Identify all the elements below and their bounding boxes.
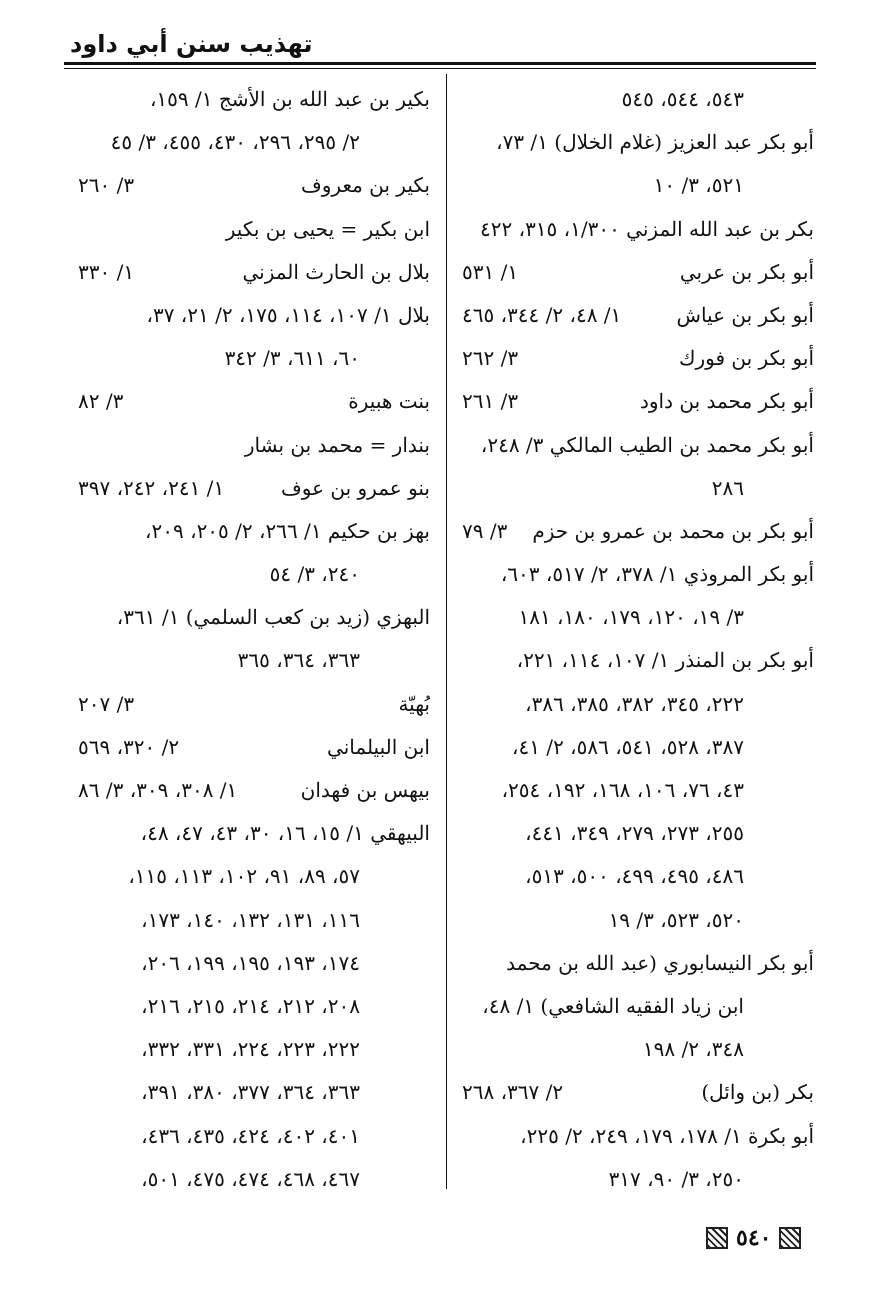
- entry-references: ٣/ ٢٠٧: [78, 691, 135, 716]
- index-line: أبو بكرة ١/ ١٧٨، ١٧٩، ٢٤٩، ٢/ ٢٢٥،: [520, 1123, 814, 1148]
- entry-name: بُهيّة: [398, 691, 430, 716]
- index-line: [462, 251, 814, 294]
- index-line: ٤٠١، ٤٠٢، ٤٢٤، ٤٣٥، ٤٣٦،: [141, 1123, 360, 1148]
- index-line: ٢٠٨، ٢١٢، ٢١٤، ٢١٥، ٢١٦،: [141, 993, 360, 1018]
- index-line: أبو بكر المروذي ١/ ٣٧٨، ٢/ ٥١٧، ٦٠٣،: [500, 562, 814, 587]
- index-line: ٢٢٢، ٢٢٣، ٢٢٤، ٣٣١، ٣٣٢،: [141, 1037, 360, 1062]
- index-line: ٤٨٦، ٤٩٥، ٤٩٩، ٥٠٠، ٥١٣،: [525, 864, 744, 889]
- header-rule-thin: [64, 68, 816, 69]
- index-line: ٢٢٢، ٣٤٥، ٣٨٢، ٣٨٥، ٣٨٦،: [525, 691, 744, 716]
- index-line: بلال ١/ ١٠٧، ١١٤، ١٧٥، ٢/ ٢١، ٣٧،: [146, 302, 430, 327]
- index-line: [78, 683, 430, 726]
- page-footer: [706, 1222, 816, 1254]
- entry-references: ١/ ٢٤١، ٢٤٢، ٣٩٧: [78, 475, 225, 500]
- index-line: ٢٤٠، ٣/ ٥٤: [269, 562, 360, 587]
- entry-references: ٣/ ٢٦٢: [462, 346, 519, 371]
- page-header-title: تهذيب سنن أبي داود: [70, 30, 313, 58]
- index-line: بهز بن حكيم ١/ ٢٦٦، ٢/ ٢٠٥، ٢٠٩،: [145, 518, 430, 543]
- index-line: ٤٦٧، ٤٦٨، ٤٧٤، ٤٧٥، ٥٠١،: [141, 1166, 360, 1191]
- index-line: ٣٦٣، ٣٦٤، ٣٦٥: [237, 648, 360, 673]
- index-line: ٥٢٠، ٥٢٣، ٣/ ١٩: [608, 907, 744, 932]
- index-line: أبو بكر عبد العزيز (غلام الخلال) ١/ ٧٣،: [496, 130, 814, 155]
- index-line: أبو بكر بن المنذر ١/ ١٠٧، ١١٤، ٢٢١،: [516, 648, 814, 673]
- index-line: بكير بن عبد الله بن الأشج ١/ ١٥٩،: [149, 87, 430, 111]
- entry-references: ١/ ٥٣١: [462, 259, 519, 284]
- entry-name: أبو بكر بن محمد بن عمرو بن حزم: [532, 518, 814, 543]
- index-line: ٣٨٧، ٥٢٨، ٥٤١، ٥٨٦، ٢/ ٤١،: [512, 734, 744, 759]
- entry-name: أبو بكر بن فورك: [679, 346, 814, 371]
- index-line: [462, 294, 814, 337]
- entry-name: بلال بن الحارث المزني: [242, 259, 430, 284]
- entry-name: بنو عمرو بن عوف: [281, 475, 430, 500]
- index-line: ابن بكير = يحيى بن بكير: [225, 216, 430, 241]
- index-line: ٢٥٠، ٣/ ٩٠، ٣١٧: [608, 1166, 744, 1191]
- entry-name: بكير بن معروف: [301, 173, 430, 198]
- index-line: [462, 510, 814, 553]
- entry-references: ٣/ ٢٦١: [462, 389, 519, 414]
- entry-references: ٢/ ٣٢٠، ٥٦٩: [78, 734, 180, 759]
- entry-references: ٣/ ٢٦٠: [78, 173, 135, 198]
- index-column-left: [78, 78, 430, 1201]
- index-line: أبو بكر محمد بن الطيب المالكي ٣/ ٢٤٨،: [480, 432, 814, 457]
- index-line: [78, 726, 430, 769]
- index-line: [78, 164, 430, 207]
- index-line: أبو بكر النيسابوري (عبد الله بن محمد: [506, 950, 814, 975]
- index-line: ١١٦، ١٣١، ١٣٢، ١٤٠، ١٧٣،: [141, 907, 360, 932]
- entry-name: بنت هبيرة: [348, 389, 430, 414]
- index-line: ٥٢١، ٣/ ١٠: [653, 173, 744, 198]
- index-line: [78, 769, 430, 812]
- index-line: ١٧٤، ١٩٣، ١٩٥، ١٩٩، ٢٠٦،: [141, 950, 360, 975]
- index-line: ٢/ ٢٩٥، ٢٩٦، ٤٣٠، ٤٥٥، ٣/ ٤٥: [110, 130, 360, 155]
- entry-references: ٢/ ٣٦٧، ٢٦٨: [462, 1080, 564, 1105]
- index-line: ٣٦٣، ٣٦٤، ٣٧٧، ٣٨٠، ٣٩١،: [141, 1080, 360, 1105]
- index-line: بندار = محمد بن بشار: [244, 432, 430, 457]
- entry-name: أبو بكر بن عياش: [676, 302, 814, 327]
- index-line: ٤٣، ٧٦، ١٠٦، ١٦٨، ١٩٢، ٢٥٤،: [501, 778, 744, 802]
- entry-name: أبو بكر بن عربي: [679, 259, 814, 284]
- index-line: [78, 251, 430, 294]
- index-line: ٢٨٦: [711, 475, 744, 500]
- entry-name: بيهس بن فهدان: [300, 778, 430, 802]
- index-column-right: [462, 78, 814, 1201]
- header-rule-thick: [64, 62, 816, 65]
- ornament-icon: [706, 1227, 728, 1249]
- index-line: البيهقي ١/ ١٥، ١٦، ٣٠، ٤٣، ٤٧، ٤٨،: [140, 821, 430, 846]
- index-line: ٢٥٥، ٢٧٣، ٢٧٩، ٣٤٩، ٤٤١،: [525, 821, 744, 846]
- index-line: ٥٤٣، ٥٤٤، ٥٤٥: [621, 87, 744, 111]
- index-line: [462, 337, 814, 380]
- index-line: ٦٠، ٦١١، ٣/ ٣٤٢: [224, 346, 360, 371]
- index-line: [78, 380, 430, 423]
- column-divider: [446, 74, 447, 1189]
- index-line: ٣٤٨، ٢/ ١٩٨: [642, 1037, 744, 1062]
- index-line: [462, 380, 814, 423]
- entry-references: ٣/ ٧٩: [462, 518, 508, 543]
- index-line: ٣/ ١٩، ١٢٠، ١٧٩، ١٨٠، ١٨١: [518, 605, 744, 630]
- entry-name: أبو بكر محمد بن داود: [639, 389, 814, 414]
- index-line: ٥٧، ٨٩، ٩١، ١٠٢، ١١٣، ١١٥،: [128, 864, 360, 889]
- entry-references: ١/ ٣٠٨، ٣٠٩، ٣/ ٨٦: [78, 778, 238, 802]
- entry-references: ٣/ ٨٢: [78, 389, 124, 414]
- index-line: بكر بن عبد الله المزني ١/٣٠٠، ٣١٥، ٤٢٢: [480, 216, 814, 241]
- ornament-icon: [779, 1227, 801, 1249]
- index-line: [78, 467, 430, 510]
- index-line: البهزي (زيد بن كعب السلمي) ١/ ٣٦١،: [116, 605, 430, 630]
- entry-name: بكر (بن وائل): [701, 1080, 814, 1105]
- entry-references: ١/ ٣٣٠: [78, 259, 135, 284]
- entry-name: ابن البيلماني: [327, 734, 430, 759]
- index-line: ابن زياد الفقيه الشافعي) ١/ ٤٨،: [482, 993, 744, 1018]
- entry-references: ١/ ٤٨، ٢/ ٣٤٤، ٤٦٥: [462, 302, 622, 327]
- page-number: ٥٤٠: [736, 1225, 772, 1251]
- index-line: [462, 1071, 814, 1114]
